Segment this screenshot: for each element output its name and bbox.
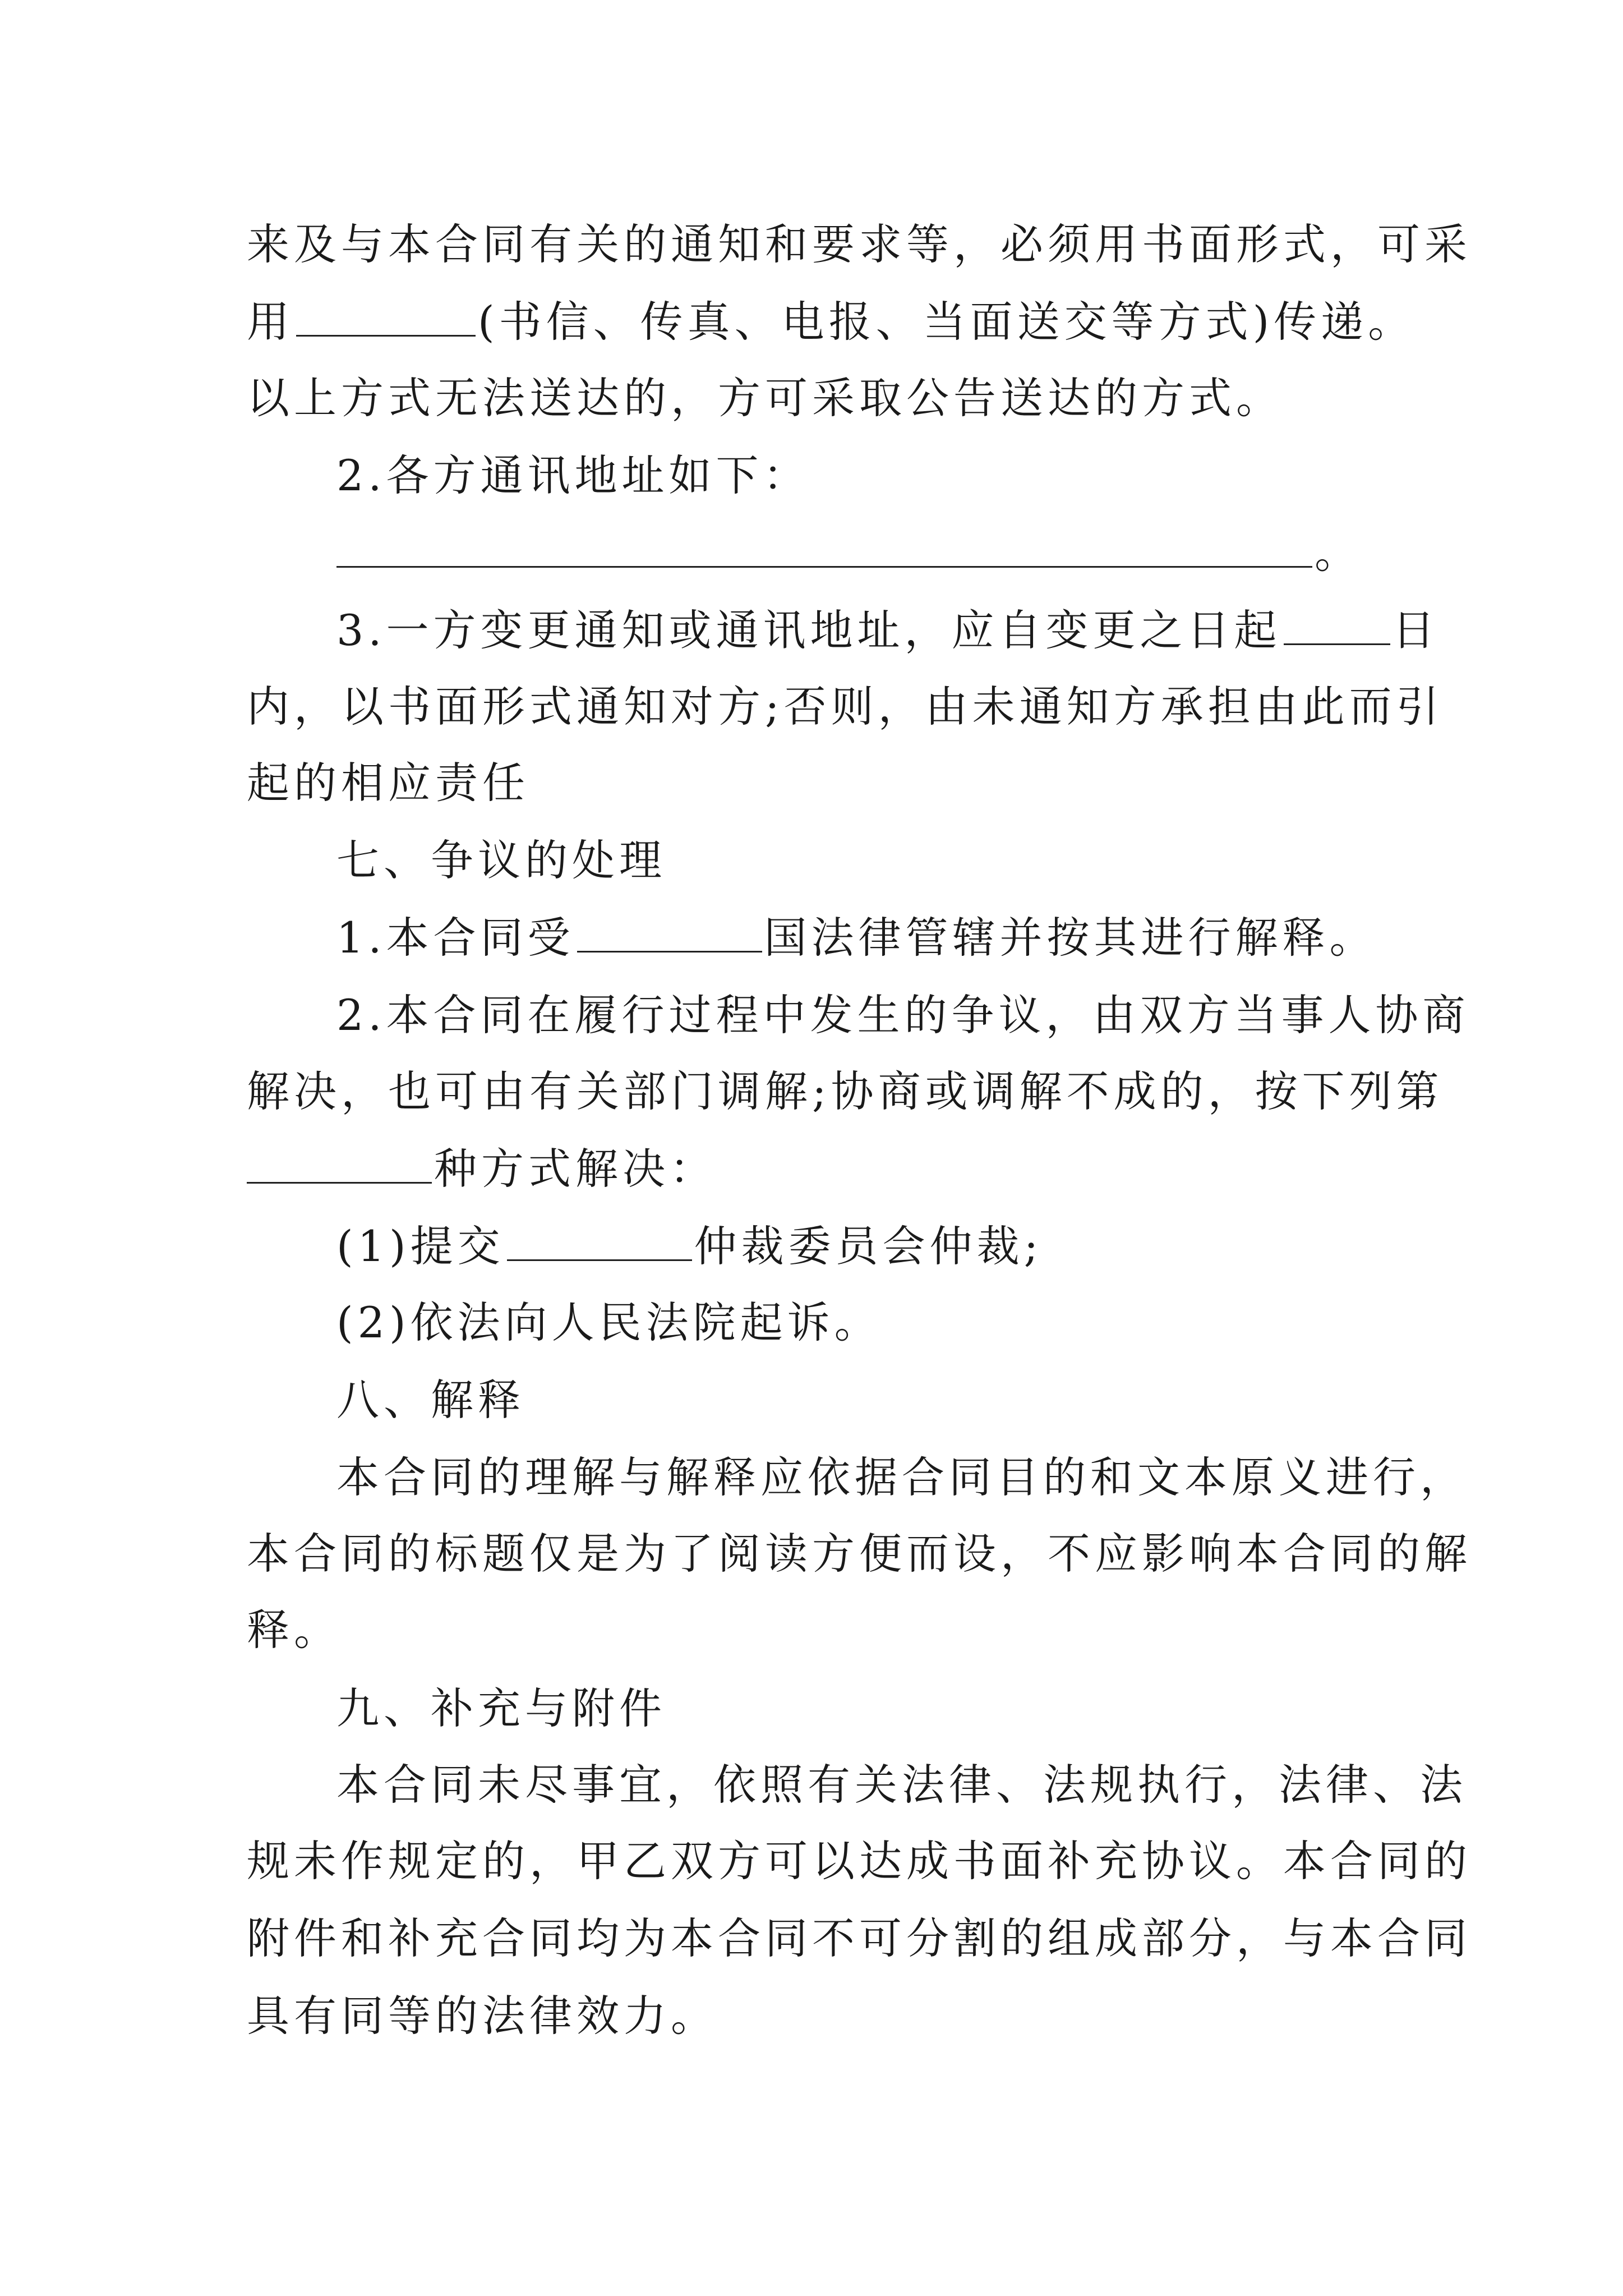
clause-item: 2.各方通讯地址如下： bbox=[336, 450, 810, 500]
text-fragment: 仲裁委员会仲裁; bbox=[694, 1221, 1043, 1271]
clause-item bbox=[336, 605, 1440, 655]
fill-in-blank bbox=[1284, 610, 1390, 645]
paragraph-line: 起的相应责任 bbox=[247, 758, 529, 808]
paragraph-line: 附件和补充合同均为本合同不可分割的组成部分，与本合同 bbox=[247, 1913, 1472, 1963]
text-fragment: 3.一方变更通知或通讯地址，应自变更之日起 bbox=[336, 605, 1281, 655]
section-heading: 八、解释 bbox=[336, 1375, 525, 1425]
fill-in-blank bbox=[507, 1226, 692, 1261]
paragraph-line: 来及与本合同有关的通知和要求等，必须用书面形式，可采 bbox=[247, 219, 1472, 269]
paragraph-line bbox=[247, 297, 1415, 347]
text-fragment: 日 bbox=[1392, 605, 1440, 655]
clause-item bbox=[336, 913, 1377, 963]
text-fragment: 。 bbox=[1315, 528, 1362, 578]
section-heading: 七、争议的处理 bbox=[336, 835, 666, 885]
option-item: (2)依法向人民法院起诉。 bbox=[336, 1297, 882, 1347]
text-fragment: (书信、传真、电报、当面送交等方式)传递。 bbox=[478, 297, 1415, 347]
text-fragment: 种方式解决： bbox=[434, 1144, 717, 1194]
option-item bbox=[336, 1221, 1043, 1271]
paragraph-line: 本合同的标题仅是为了阅读方便而设，不应影响本合同的解 bbox=[247, 1529, 1472, 1579]
paragraph-line: 本合同未尽事宜，依照有关法律、法规执行，法律、法 bbox=[336, 1760, 1467, 1810]
fill-in-blank bbox=[247, 1148, 432, 1184]
fill-in-blank bbox=[577, 917, 762, 953]
paragraph-line: 规未作规定的，甲乙双方可以达成书面补充协议。本合同的 bbox=[247, 1836, 1472, 1886]
section-heading: 九、补充与附件 bbox=[336, 1683, 666, 1733]
paragraph-line bbox=[336, 528, 1362, 578]
paragraph-line: 内，以书面形式通知对方;否则，由未通知方承担由此而引 bbox=[247, 682, 1444, 731]
fill-in-blank bbox=[296, 301, 476, 337]
text-fragment: 1.本合同受 bbox=[336, 913, 575, 963]
clause-item: 2.本合同在履行过程中发生的争议，由双方当事人协商 bbox=[336, 990, 1470, 1040]
paragraph-line: 以上方式无法送达的，方可采取公告送达的方式。 bbox=[247, 373, 1283, 423]
paragraph-line: 本合同的理解与解释应依据合同目的和文本原义进行， bbox=[336, 1452, 1467, 1502]
address-blank bbox=[336, 532, 1312, 568]
text-fragment: 用 bbox=[247, 297, 294, 347]
text-fragment: 国法律管辖并按其进行解释。 bbox=[764, 913, 1377, 963]
paragraph-line bbox=[247, 1144, 717, 1194]
paragraph-line: 具有同等的法律效力。 bbox=[247, 1991, 718, 2041]
text-fragment: (1)提交 bbox=[336, 1221, 505, 1271]
paragraph-line: 解决，也可由有关部门调解;协商或调解不成的，按下列第 bbox=[247, 1066, 1444, 1116]
paragraph-line: 释。 bbox=[247, 1605, 341, 1655]
